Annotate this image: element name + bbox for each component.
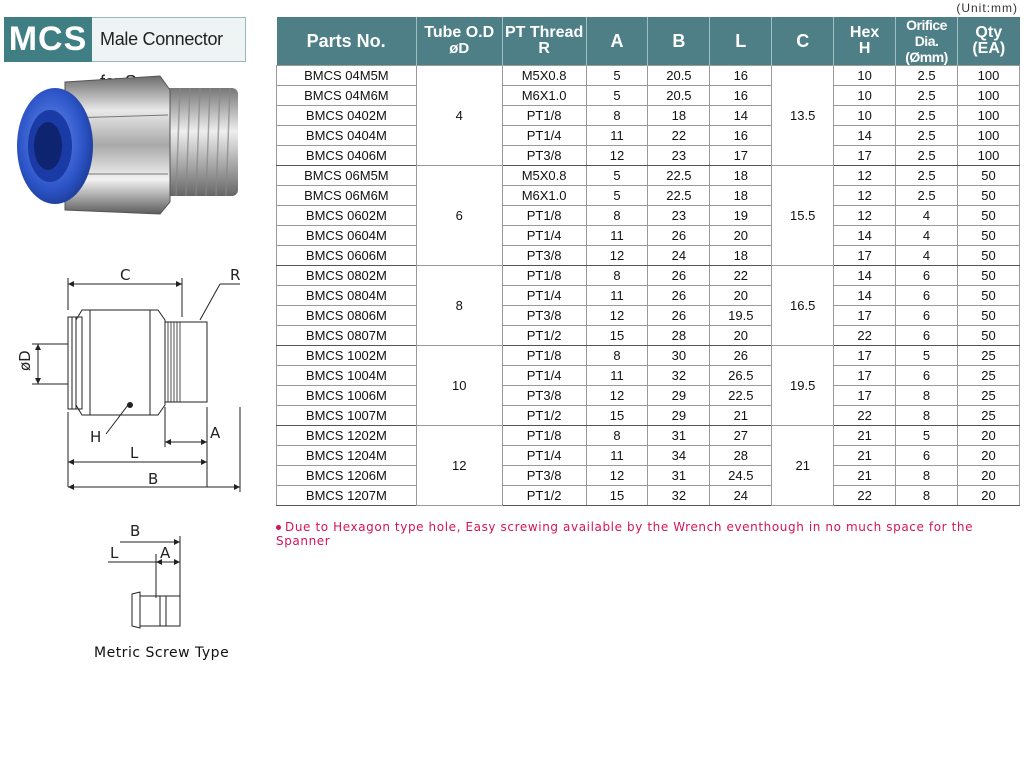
cell-a: 12 — [586, 306, 648, 326]
cell-qty: 50 — [958, 186, 1020, 206]
cell-thread: PT3/8 — [502, 466, 586, 486]
cell-orifice: 4 — [896, 226, 958, 246]
cell-a: 12 — [586, 146, 648, 166]
cell-c: 15.5 — [772, 166, 834, 266]
cell-qty: 100 — [958, 86, 1020, 106]
cell-orifice: 2.5 — [896, 146, 958, 166]
cell-l: 16 — [710, 126, 772, 146]
col-orifice: Orifice Dia. (Ømm) — [896, 17, 958, 66]
cell-tube-od: 6 — [416, 166, 502, 266]
cell-a: 5 — [586, 166, 648, 186]
cell-thread: PT1/2 — [502, 486, 586, 506]
cell-a: 11 — [586, 126, 648, 146]
cell-l: 26.5 — [710, 366, 772, 386]
cell-qty: 25 — [958, 366, 1020, 386]
table-row — [277, 386, 1020, 406]
cell-a: 8 — [586, 106, 648, 126]
cell-b: 26 — [648, 226, 710, 246]
cell-part-no: BMCS 1004M — [277, 366, 417, 386]
table-row — [277, 106, 1020, 126]
cell-b: 28 — [648, 326, 710, 346]
cell-hex: 17 — [834, 246, 896, 266]
cell-l: 18 — [710, 166, 772, 186]
cell-orifice: 2.5 — [896, 106, 958, 126]
cell-a: 8 — [586, 346, 648, 366]
table-row — [277, 346, 1020, 366]
cell-b: 26 — [648, 286, 710, 306]
cell-orifice: 2.5 — [896, 66, 958, 86]
cell-qty: 25 — [958, 346, 1020, 366]
table-row — [277, 246, 1020, 266]
table-row — [277, 426, 1020, 446]
dim-d-label: øD — [16, 350, 34, 371]
cell-a: 8 — [586, 426, 648, 446]
cell-hex: 22 — [834, 406, 896, 426]
cell-l: 28 — [710, 446, 772, 466]
cell-b: 23 — [648, 206, 710, 226]
cell-hex: 22 — [834, 486, 896, 506]
cell-part-no: BMCS 0802M — [277, 266, 417, 286]
cell-b: 22 — [648, 126, 710, 146]
cell-qty: 50 — [958, 166, 1020, 186]
col-l: L — [710, 17, 772, 66]
cell-thread: PT1/4 — [502, 446, 586, 466]
cell-orifice: 8 — [896, 386, 958, 406]
table-row — [277, 86, 1020, 106]
cell-thread: PT1/8 — [502, 206, 586, 226]
cell-a: 11 — [586, 226, 648, 246]
table-row — [277, 206, 1020, 226]
col-qty: Qty (EA) — [958, 17, 1020, 66]
cell-c: 21 — [772, 426, 834, 506]
cell-hex: 17 — [834, 306, 896, 326]
note-text: Due to Hexagon type hole, Easy screwing available by the Wrench eventhough in no much space for the Spanner — [276, 520, 974, 548]
cell-b: 34 — [648, 446, 710, 466]
cell-a: 12 — [586, 466, 648, 486]
cell-hex: 14 — [834, 226, 896, 246]
dim-h-label: H — [90, 428, 102, 446]
cell-a: 12 — [586, 386, 648, 406]
cell-qty: 25 — [958, 406, 1020, 426]
cell-l: 20 — [710, 286, 772, 306]
cell-l: 18 — [710, 246, 772, 266]
table-row — [277, 66, 1020, 86]
cell-thread: M5X0.8 — [502, 66, 586, 86]
cell-orifice: 4 — [896, 206, 958, 226]
cell-part-no: BMCS 06M5M — [277, 166, 417, 186]
table-row — [277, 126, 1020, 146]
cell-thread: PT1/4 — [502, 286, 586, 306]
cell-qty: 20 — [958, 466, 1020, 486]
cell-hex: 10 — [834, 66, 896, 86]
cell-orifice: 8 — [896, 406, 958, 426]
table-header-row — [277, 17, 1020, 66]
cell-part-no: BMCS 0602M — [277, 206, 417, 226]
dim-c-label: C — [120, 266, 131, 284]
cell-part-no: BMCS 1006M — [277, 386, 417, 406]
cell-orifice: 2.5 — [896, 86, 958, 106]
cell-part-no: BMCS 1007M — [277, 406, 417, 426]
cell-b: 31 — [648, 426, 710, 446]
cell-l: 16 — [710, 66, 772, 86]
col-parts-no: Parts No. — [277, 17, 417, 66]
cell-b: 30 — [648, 346, 710, 366]
cell-b: 31 — [648, 466, 710, 486]
col-a: A — [586, 17, 648, 66]
table-row — [277, 166, 1020, 186]
cell-l: 19 — [710, 206, 772, 226]
cell-qty: 100 — [958, 106, 1020, 126]
cell-thread: PT3/8 — [502, 306, 586, 326]
cell-orifice: 5 — [896, 346, 958, 366]
cell-tube-od: 4 — [416, 66, 502, 166]
cell-a: 15 — [586, 486, 648, 506]
cell-orifice: 6 — [896, 266, 958, 286]
table-row — [277, 486, 1020, 506]
cell-qty: 20 — [958, 446, 1020, 466]
dim2-l-label: L — [110, 544, 119, 562]
cell-tube-od: 8 — [416, 266, 502, 346]
cell-qty: 100 — [958, 66, 1020, 86]
product-description: Male Connector — [92, 17, 246, 62]
cell-part-no: BMCS 0404M — [277, 126, 417, 146]
cell-part-no: BMCS 0606M — [277, 246, 417, 266]
cell-thread: PT1/8 — [502, 266, 586, 286]
cell-thread: PT1/4 — [502, 366, 586, 386]
cell-thread: M6X1.0 — [502, 186, 586, 206]
cell-part-no: BMCS 1002M — [277, 346, 417, 366]
metric-caption: Metric Screw Type — [94, 645, 230, 661]
cell-b: 32 — [648, 366, 710, 386]
cell-l: 24 — [710, 486, 772, 506]
table-row — [277, 146, 1020, 166]
cell-b: 29 — [648, 406, 710, 426]
hexagon-note — [276, 520, 1024, 548]
cell-qty: 20 — [958, 426, 1020, 446]
cell-part-no: BMCS 1207M — [277, 486, 417, 506]
cell-orifice: 4 — [896, 246, 958, 266]
cell-b: 20.5 — [648, 66, 710, 86]
cell-l: 14 — [710, 106, 772, 126]
cell-thread: PT3/8 — [502, 246, 586, 266]
col-tube-od: Tube O.D øD — [416, 17, 502, 66]
cell-b: 24 — [648, 246, 710, 266]
cell-qty: 100 — [958, 126, 1020, 146]
cell-thread: PT1/2 — [502, 326, 586, 346]
cell-orifice: 6 — [896, 366, 958, 386]
table-row — [277, 286, 1020, 306]
cell-thread: M5X0.8 — [502, 166, 586, 186]
cell-a: 5 — [586, 186, 648, 206]
cell-a: 11 — [586, 366, 648, 386]
col-b: B — [648, 17, 710, 66]
cell-hex: 12 — [834, 186, 896, 206]
col-pt-thread: PT Thread R — [502, 17, 586, 66]
table-row — [277, 466, 1020, 486]
cell-l: 18 — [710, 186, 772, 206]
product-photo — [10, 70, 250, 220]
cell-qty: 50 — [958, 326, 1020, 346]
cell-part-no: BMCS 0402M — [277, 106, 417, 126]
cell-b: 22.5 — [648, 186, 710, 206]
cell-l: 22.5 — [710, 386, 772, 406]
cell-l: 16 — [710, 86, 772, 106]
col-c: C — [772, 17, 834, 66]
cell-part-no: BMCS 0604M — [277, 226, 417, 246]
metric-screw-drawing — [100, 518, 200, 644]
cell-qty: 25 — [958, 386, 1020, 406]
product-badge — [4, 17, 246, 62]
cell-a: 12 — [586, 246, 648, 266]
cell-a: 11 — [586, 286, 648, 306]
dim2-a-label: A — [160, 544, 171, 562]
cell-l: 20 — [710, 326, 772, 346]
cell-a: 5 — [586, 86, 648, 106]
col-hex: Hex H — [834, 17, 896, 66]
dimension-drawing — [10, 262, 265, 497]
cell-b: 22.5 — [648, 166, 710, 186]
bullet-dot — [276, 525, 281, 530]
cell-part-no: BMCS 04M5M — [277, 66, 417, 86]
cell-hex: 12 — [834, 166, 896, 186]
cell-qty: 20 — [958, 486, 1020, 506]
cell-hex: 21 — [834, 466, 896, 486]
cell-b: 18 — [648, 106, 710, 126]
cell-qty: 50 — [958, 226, 1020, 246]
table-row — [277, 306, 1020, 326]
table-row — [277, 366, 1020, 386]
cell-orifice: 6 — [896, 306, 958, 326]
cell-part-no: BMCS 06M6M — [277, 186, 417, 206]
cell-part-no: BMCS 0804M — [277, 286, 417, 306]
cell-l: 21 — [710, 406, 772, 426]
cell-b: 32 — [648, 486, 710, 506]
cell-b: 26 — [648, 266, 710, 286]
cell-part-no: BMCS 1202M — [277, 426, 417, 446]
unit-label: (Unit:mm) — [956, 1, 1018, 15]
cell-l: 20 — [710, 226, 772, 246]
cell-c: 19.5 — [772, 346, 834, 426]
cell-hex: 17 — [834, 146, 896, 166]
cell-part-no: BMCS 0807M — [277, 326, 417, 346]
cell-hex: 17 — [834, 346, 896, 366]
cell-hex: 14 — [834, 266, 896, 286]
cell-thread: M6X1.0 — [502, 86, 586, 106]
cell-thread: PT3/8 — [502, 386, 586, 406]
cell-b: 20.5 — [648, 86, 710, 106]
cell-hex: 10 — [834, 86, 896, 106]
cell-orifice: 2.5 — [896, 166, 958, 186]
cell-orifice: 6 — [896, 326, 958, 346]
cell-orifice: 2.5 — [896, 126, 958, 146]
cell-part-no: BMCS 04M6M — [277, 86, 417, 106]
cell-l: 17 — [710, 146, 772, 166]
cell-part-no: BMCS 1204M — [277, 446, 417, 466]
cell-hex: 14 — [834, 126, 896, 146]
dim2-b-label: B — [130, 522, 141, 540]
cell-b: 26 — [648, 306, 710, 326]
table-row — [277, 226, 1020, 246]
cell-part-no: BMCS 1206M — [277, 466, 417, 486]
cell-l: 27 — [710, 426, 772, 446]
cell-thread: PT1/8 — [502, 106, 586, 126]
cell-thread: PT3/8 — [502, 146, 586, 166]
cell-thread: PT1/8 — [502, 346, 586, 366]
cell-hex: 21 — [834, 446, 896, 466]
spec-table — [276, 17, 1020, 506]
cell-qty: 50 — [958, 306, 1020, 326]
cell-tube-od: 10 — [416, 346, 502, 426]
cell-part-no: BMCS 0406M — [277, 146, 417, 166]
cell-qty: 50 — [958, 246, 1020, 266]
cell-b: 23 — [648, 146, 710, 166]
cell-thread: PT1/2 — [502, 406, 586, 426]
cell-c: 13.5 — [772, 66, 834, 166]
table-row — [277, 266, 1020, 286]
cell-orifice: 2.5 — [896, 186, 958, 206]
dim-l-label: L — [130, 444, 139, 462]
cell-tube-od: 12 — [416, 426, 502, 506]
product-code: MCS — [4, 17, 92, 62]
cell-orifice: 8 — [896, 486, 958, 506]
cell-hex: 14 — [834, 286, 896, 306]
cell-qty: 50 — [958, 266, 1020, 286]
dim-b-label: B — [148, 470, 159, 488]
cell-hex: 10 — [834, 106, 896, 126]
cell-part-no: BMCS 0806M — [277, 306, 417, 326]
cell-hex: 21 — [834, 426, 896, 446]
cell-a: 15 — [586, 326, 648, 346]
cell-hex: 17 — [834, 366, 896, 386]
cell-l: 19.5 — [710, 306, 772, 326]
cell-a: 8 — [586, 266, 648, 286]
cell-l: 26 — [710, 346, 772, 366]
dim-r-label: R — [230, 266, 241, 284]
dim-a-label: A — [210, 424, 221, 442]
cell-c: 16.5 — [772, 266, 834, 346]
cell-a: 8 — [586, 206, 648, 226]
cell-thread: PT1/4 — [502, 226, 586, 246]
cell-qty: 50 — [958, 286, 1020, 306]
cell-a: 5 — [586, 66, 648, 86]
cell-hex: 12 — [834, 206, 896, 226]
cell-orifice: 8 — [896, 466, 958, 486]
cell-qty: 100 — [958, 146, 1020, 166]
cell-orifice: 5 — [896, 426, 958, 446]
table-row — [277, 406, 1020, 426]
cell-l: 24.5 — [710, 466, 772, 486]
cell-orifice: 6 — [896, 286, 958, 306]
cell-orifice: 6 — [896, 446, 958, 466]
cell-qty: 50 — [958, 206, 1020, 226]
cell-hex: 22 — [834, 326, 896, 346]
cell-l: 22 — [710, 266, 772, 286]
table-row — [277, 446, 1020, 466]
spec-table-body — [277, 66, 1020, 506]
cell-b: 29 — [648, 386, 710, 406]
cell-hex: 17 — [834, 386, 896, 406]
table-row — [277, 326, 1020, 346]
table-row — [277, 186, 1020, 206]
cell-a: 11 — [586, 446, 648, 466]
cell-thread: PT1/8 — [502, 426, 586, 446]
cell-a: 15 — [586, 406, 648, 426]
cell-thread: PT1/4 — [502, 126, 586, 146]
